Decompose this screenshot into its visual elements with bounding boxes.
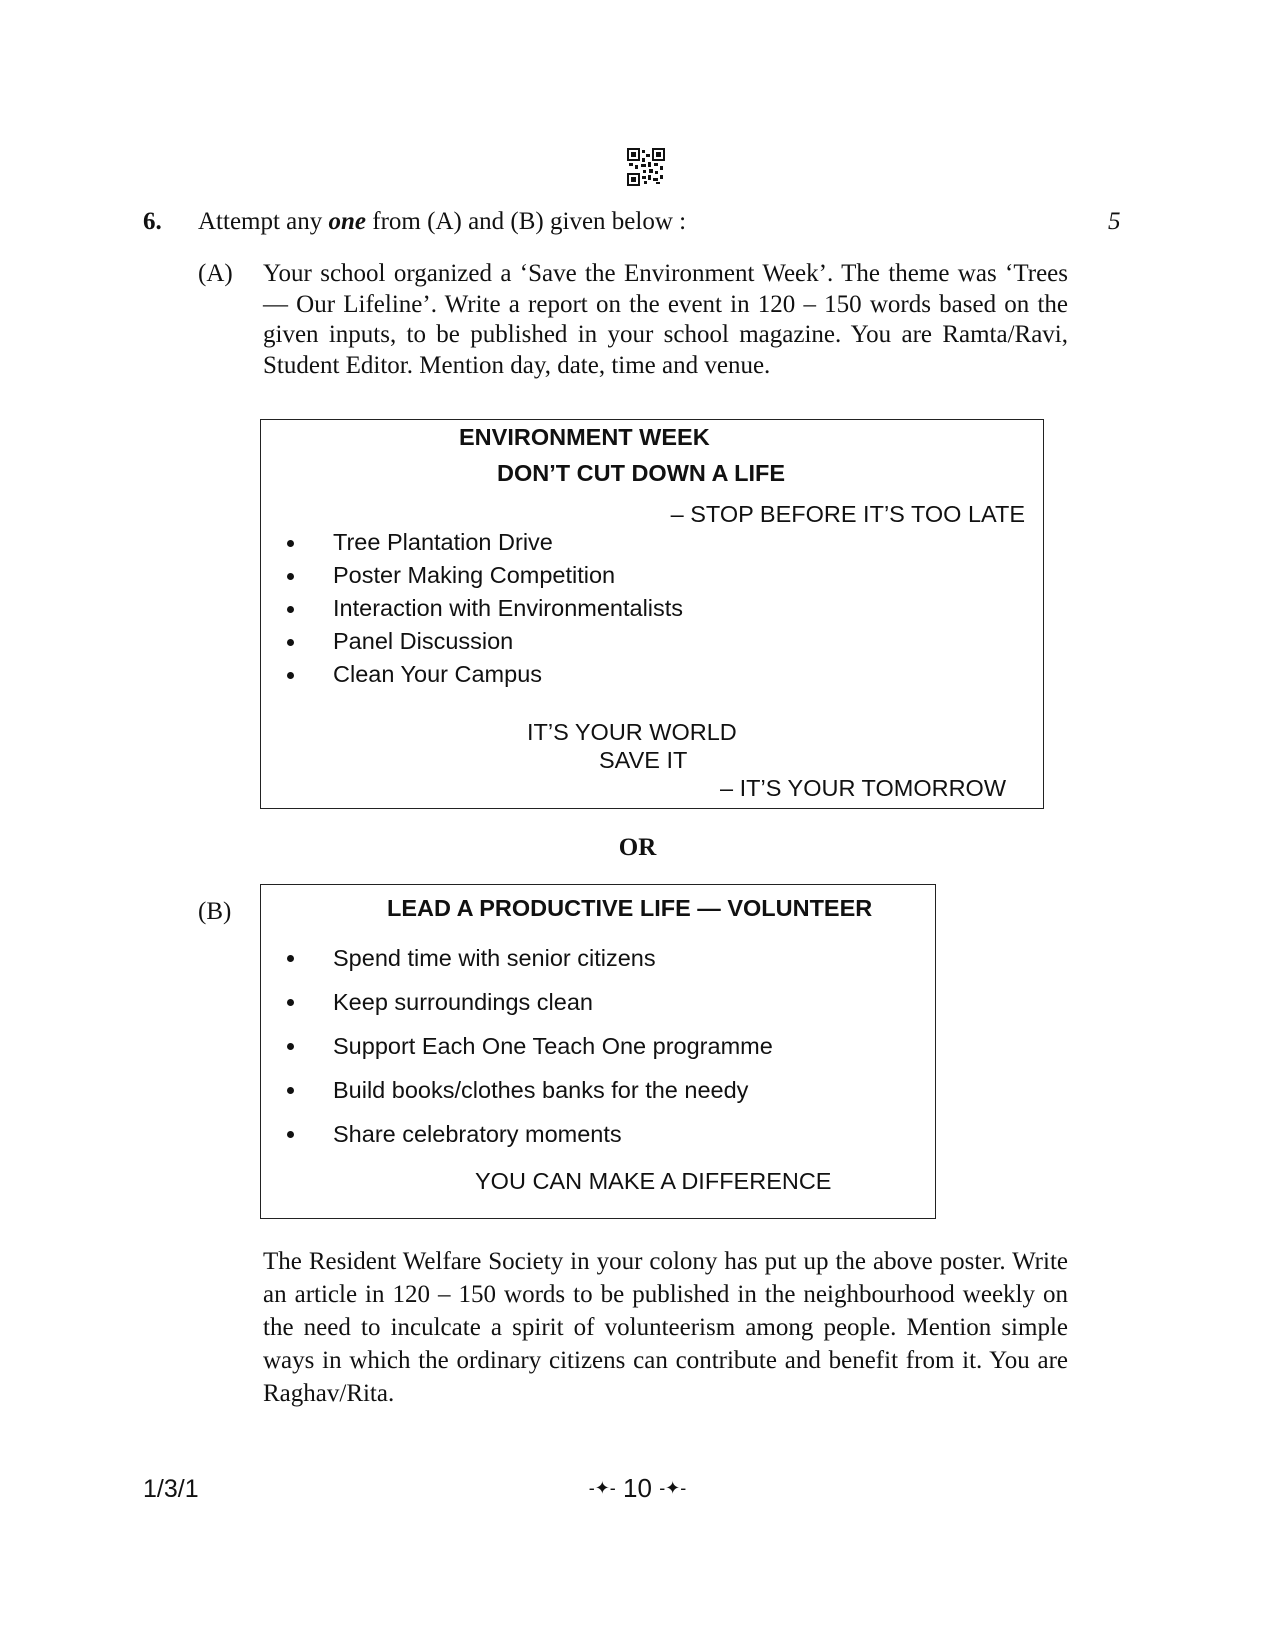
bullet-icon: [287, 999, 294, 1006]
poster-b-footer: YOU CAN MAKE A DIFFERENCE: [475, 1168, 832, 1194]
bullet-icon: [287, 955, 294, 962]
page-number-value: 10: [623, 1473, 652, 1503]
poster-a-tagline: – STOP BEFORE IT’S TOO LATE: [670, 501, 1025, 527]
prompt-emphasis: one: [328, 208, 367, 235]
bullet-icon: [287, 1043, 294, 1050]
option-b-label: (B): [198, 898, 232, 925]
bullet-icon: [287, 1087, 294, 1094]
bullet-icon: [287, 639, 294, 646]
list-item: Support Each One Teach One programme: [275, 1024, 773, 1068]
bullet-icon: [287, 1131, 294, 1138]
option-a-text: Your school organized a ‘Save the Environment Week’. The theme was ‘Trees — Our Lifeline’. Write a report on the event in 120 – 150 words based on the given inputs, to be published in your school magazine. You are Ramta/Ravi, Student Editor. Mention day, date, time and venue.: [263, 260, 1068, 379]
list-item: Panel Discussion: [275, 625, 683, 658]
volunteer-poster: [260, 884, 936, 1219]
option-b-text: The Resident Welfare Society in your colony has put up the above poster. Write an article in 120 – 150 words to be published in the neighbourhood weekly on the need to inculcate a spirit of volunteerism among people. Mention simple ways in which the ordinary citizens can contribute and benefit from it. You are Raghav/Rita.: [263, 1248, 1068, 1407]
environment-week-poster: [260, 419, 1044, 809]
list-item: Share celebratory moments: [275, 1112, 773, 1156]
poster-a-title-line1: ENVIRONMENT WEEK: [459, 424, 710, 450]
bullet-icon: [287, 672, 294, 679]
list-item: Spend time with senior citizens: [275, 936, 773, 980]
page-ornament-left-icon: -✦-: [588, 1478, 616, 1498]
prompt-before: Attempt any: [198, 208, 323, 235]
bullet-icon: [287, 606, 294, 613]
paper-code: 1/3/1: [143, 1475, 199, 1503]
poster-a-footer-line2: SAVE IT: [599, 747, 688, 773]
poster-b-title: LEAD A PRODUCTIVE LIFE — VOLUNTEER: [387, 895, 873, 921]
list-item: Build books/clothes banks for the needy: [275, 1068, 773, 1112]
poster-a-footer-line3: – IT’S YOUR TOMORROW: [720, 775, 1006, 801]
list-item: Keep surroundings clean: [275, 980, 773, 1024]
option-a-label: (A): [198, 260, 233, 287]
list-item: Tree Plantation Drive: [275, 526, 683, 559]
page-number: [0, 1473, 1275, 1504]
list-item: Interaction with Environmentalists: [275, 592, 683, 625]
page-ornament-right-icon: -✦-: [659, 1478, 687, 1498]
bullet-icon: [287, 540, 294, 547]
poster-b-activity-list: [275, 936, 773, 1156]
prompt-after: from (A) and (B) given below :: [372, 208, 687, 235]
list-item: Clean Your Campus: [275, 658, 683, 691]
poster-a-activity-list: [275, 526, 683, 691]
poster-a-title-line2: DON’T CUT DOWN A LIFE: [497, 460, 786, 486]
question-marks: 5: [1108, 208, 1121, 235]
or-divider: OR: [618, 834, 657, 861]
question-number: 6.: [143, 208, 162, 235]
poster-a-footer-line1: IT’S YOUR WORLD: [527, 719, 737, 745]
qr-code-icon: [627, 148, 665, 186]
list-item: Poster Making Competition: [275, 559, 683, 592]
question-prompt: [198, 208, 686, 236]
bullet-icon: [287, 573, 294, 580]
